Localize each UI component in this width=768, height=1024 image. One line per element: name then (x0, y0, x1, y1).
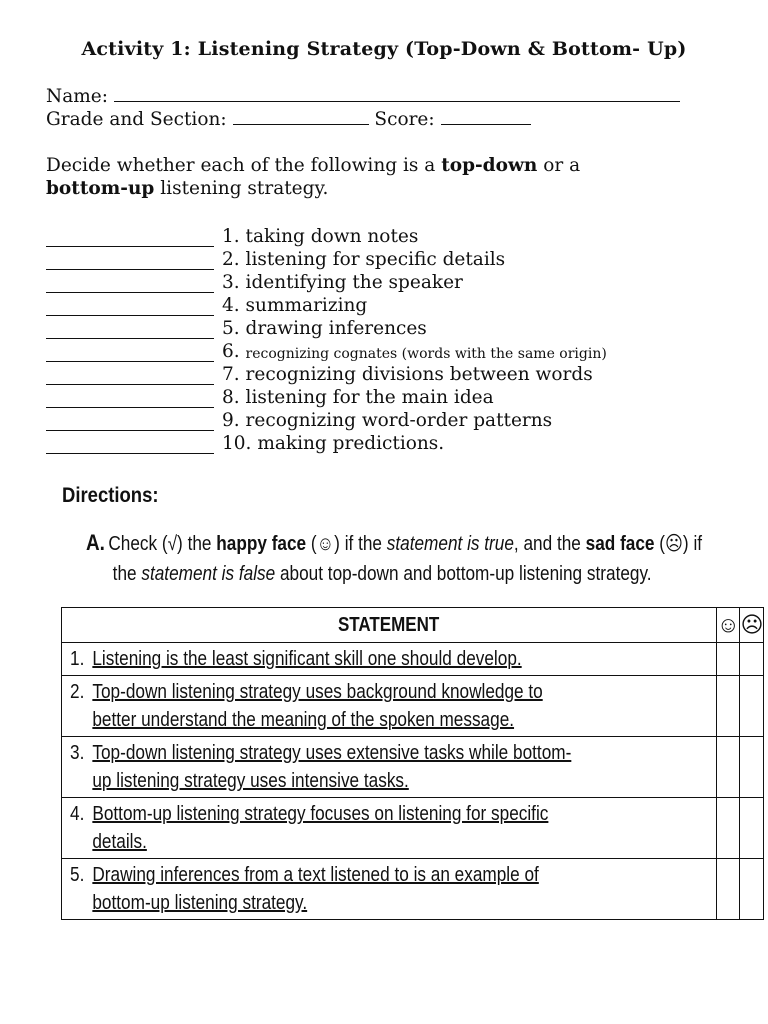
list-item: 9. recognizing word-order patterns (46, 408, 607, 431)
happy-face-icon: ☺ (717, 608, 740, 643)
name-label: Name: (46, 86, 108, 107)
table-row: 5. Drawing inferences from a text listened to is an example of bottom-up listening strategy. (62, 859, 764, 920)
sad-check-cell[interactable] (740, 798, 764, 859)
name-row (46, 86, 680, 107)
table-row: 3. Top-down listening strategy uses extensive tasks while bottom-up listening strategy uses intensive tasks. (62, 737, 764, 798)
worksheet-title: Activity 1: Listening Strategy (Top-Down & Bottom- Up) (81, 38, 687, 60)
grade-row (46, 109, 531, 130)
happy-check-cell[interactable] (717, 737, 740, 798)
instructions: Decide whether each of the following is a top-down or a bottom-up listening strategy. (46, 155, 581, 199)
sad-check-cell[interactable] (740, 737, 764, 798)
list-item: 4. summarizing (46, 293, 607, 316)
answer-blank[interactable] (46, 344, 214, 362)
answer-blank[interactable] (46, 413, 214, 431)
part-a-instructions: A. Check (√) the happy face (☺) if the statement is true, and the sad face (☹) if the statement is false about top-down and bottom-up listening strategy. (86, 530, 703, 585)
score-label: Score: (374, 109, 435, 130)
sad-check-cell[interactable] (740, 676, 764, 737)
grade-label: Grade and Section: (46, 109, 227, 130)
answer-blank[interactable] (46, 367, 214, 385)
list-item: 6. recognizing cognates (words with the same origin) (46, 339, 607, 362)
statement-table (61, 607, 764, 920)
answer-blank[interactable] (46, 298, 214, 316)
happy-check-cell[interactable] (717, 643, 740, 676)
sad-face-icon: ☹ (740, 608, 764, 643)
list-item: 2. listening for specific details (46, 247, 607, 270)
list-item: 1. taking down notes (46, 224, 607, 247)
list-item: 3. identifying the speaker (46, 270, 607, 293)
header-statement: STATEMENT (62, 608, 717, 643)
table-row: 4. Bottom-up listening strategy focuses on listening for specific details. (62, 798, 764, 859)
item-list (46, 224, 607, 454)
table-row: 2. Top-down listening strategy uses background knowledge to better understand the meaning of the spoken message. (62, 676, 764, 737)
answer-blank[interactable] (46, 321, 214, 339)
grade-blank[interactable] (233, 110, 369, 125)
answer-blank[interactable] (46, 229, 214, 247)
answer-blank[interactable] (46, 275, 214, 293)
name-blank[interactable] (114, 87, 680, 102)
score-blank[interactable] (441, 110, 531, 125)
sad-check-cell[interactable] (740, 859, 764, 920)
answer-blank[interactable] (46, 436, 214, 454)
happy-check-cell[interactable] (717, 859, 740, 920)
list-item: 10. making predictions. (46, 431, 607, 454)
table-header (62, 608, 764, 643)
answer-blank[interactable] (46, 390, 214, 408)
sad-check-cell[interactable] (740, 643, 764, 676)
answer-blank[interactable] (46, 252, 214, 270)
happy-check-cell[interactable] (717, 798, 740, 859)
list-item: 5. drawing inferences (46, 316, 607, 339)
happy-check-cell[interactable] (717, 676, 740, 737)
directions-heading: Directions: (62, 484, 159, 507)
list-item: 7. recognizing divisions between words (46, 362, 607, 385)
list-item: 8. listening for the main idea (46, 385, 607, 408)
table-row: 1. Listening is the least significant skill one should develop. (62, 643, 764, 676)
